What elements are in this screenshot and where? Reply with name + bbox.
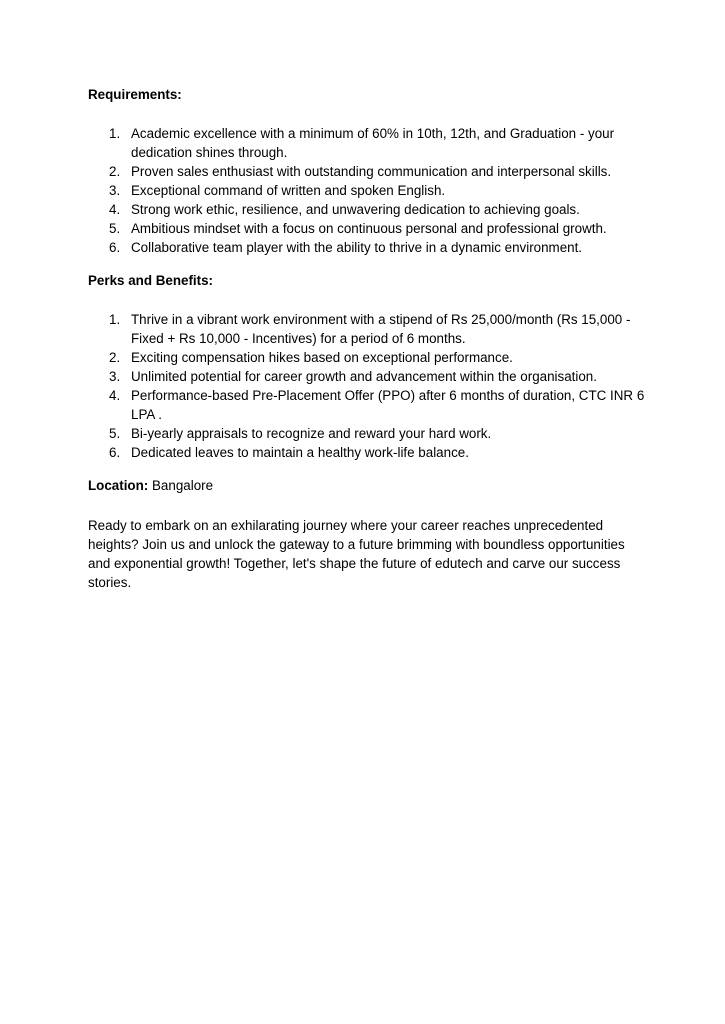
list-item <box>88 200 648 219</box>
document-page <box>88 85 648 592</box>
closing-paragraph: Ready to embark on an exhilarating journey where your career reaches unprecedented heights? Join us and unlock the gateway to a future brimming with boundless opportunities and exponential growth! Together, let's shape the future of edutech and carve our success stories. <box>88 518 625 590</box>
list-item <box>88 181 648 200</box>
list-item-text: Thrive in a vibrant work environment with a stipend of Rs 25,000/month (Rs 15,000 - Fixed + Rs 10,000 - Incentives) for a period of 6 months. <box>131 312 631 346</box>
list-number: 3. <box>109 183 121 198</box>
location-value: Bangalore <box>152 478 214 493</box>
list-item <box>88 424 648 443</box>
list-number: 4. <box>109 202 121 217</box>
list-item-text: Strong work ethic, resilience, and unwavering dedication to achieving goals. <box>131 202 580 217</box>
list-number: 4. <box>109 388 121 403</box>
list-item-text: Bi-yearly appraisals to recognize and reward your hard work. <box>131 426 492 441</box>
perks-list <box>88 310 648 462</box>
list-number: 6. <box>109 445 121 460</box>
list-number: 5. <box>109 221 121 236</box>
list-item-text: Dedicated leaves to maintain a healthy work-life balance. <box>131 445 469 460</box>
list-item <box>88 310 648 348</box>
list-item-text: Collaborative team player with the ability to thrive in a dynamic environment. <box>131 240 583 255</box>
list-item <box>88 367 648 386</box>
list-number: 2. <box>109 350 121 365</box>
location-label: Location: <box>88 478 149 493</box>
list-item-text: Unlimited potential for career growth and advancement within the organisation. <box>131 369 597 384</box>
list-number: 3. <box>109 369 121 384</box>
requirements-heading: Requirements: <box>88 87 182 102</box>
list-number: 6. <box>109 240 121 255</box>
list-number: 1. <box>109 126 121 141</box>
list-item <box>88 238 648 257</box>
list-number: 1. <box>109 312 121 327</box>
list-item <box>88 386 648 424</box>
list-item-text: Exciting compensation hikes based on exceptional performance. <box>131 350 513 365</box>
list-item <box>88 162 648 181</box>
list-item-text: Exceptional command of written and spoken English. <box>131 183 446 198</box>
list-item-text: Ambitious mindset with a focus on continuous personal and professional growth. <box>131 221 607 236</box>
location-line <box>88 476 648 496</box>
list-number: 5. <box>109 426 121 441</box>
list-item <box>88 348 648 367</box>
list-item <box>88 124 648 162</box>
list-item <box>88 219 648 238</box>
list-number: 2. <box>109 164 121 179</box>
list-item-text: Academic excellence with a minimum of 60% in 10th, 12th, and Graduation - your dedication shines through. <box>131 126 615 160</box>
requirements-list <box>88 124 648 257</box>
list-item-text: Performance-based Pre-Placement Offer (PPO) after 6 months of duration, CTC INR 6 LPA . <box>131 388 645 422</box>
list-item <box>88 443 648 462</box>
perks-heading: Perks and Benefits: <box>88 273 214 288</box>
list-item-text: Proven sales enthusiast with outstanding communication and interpersonal skills. <box>131 164 612 179</box>
